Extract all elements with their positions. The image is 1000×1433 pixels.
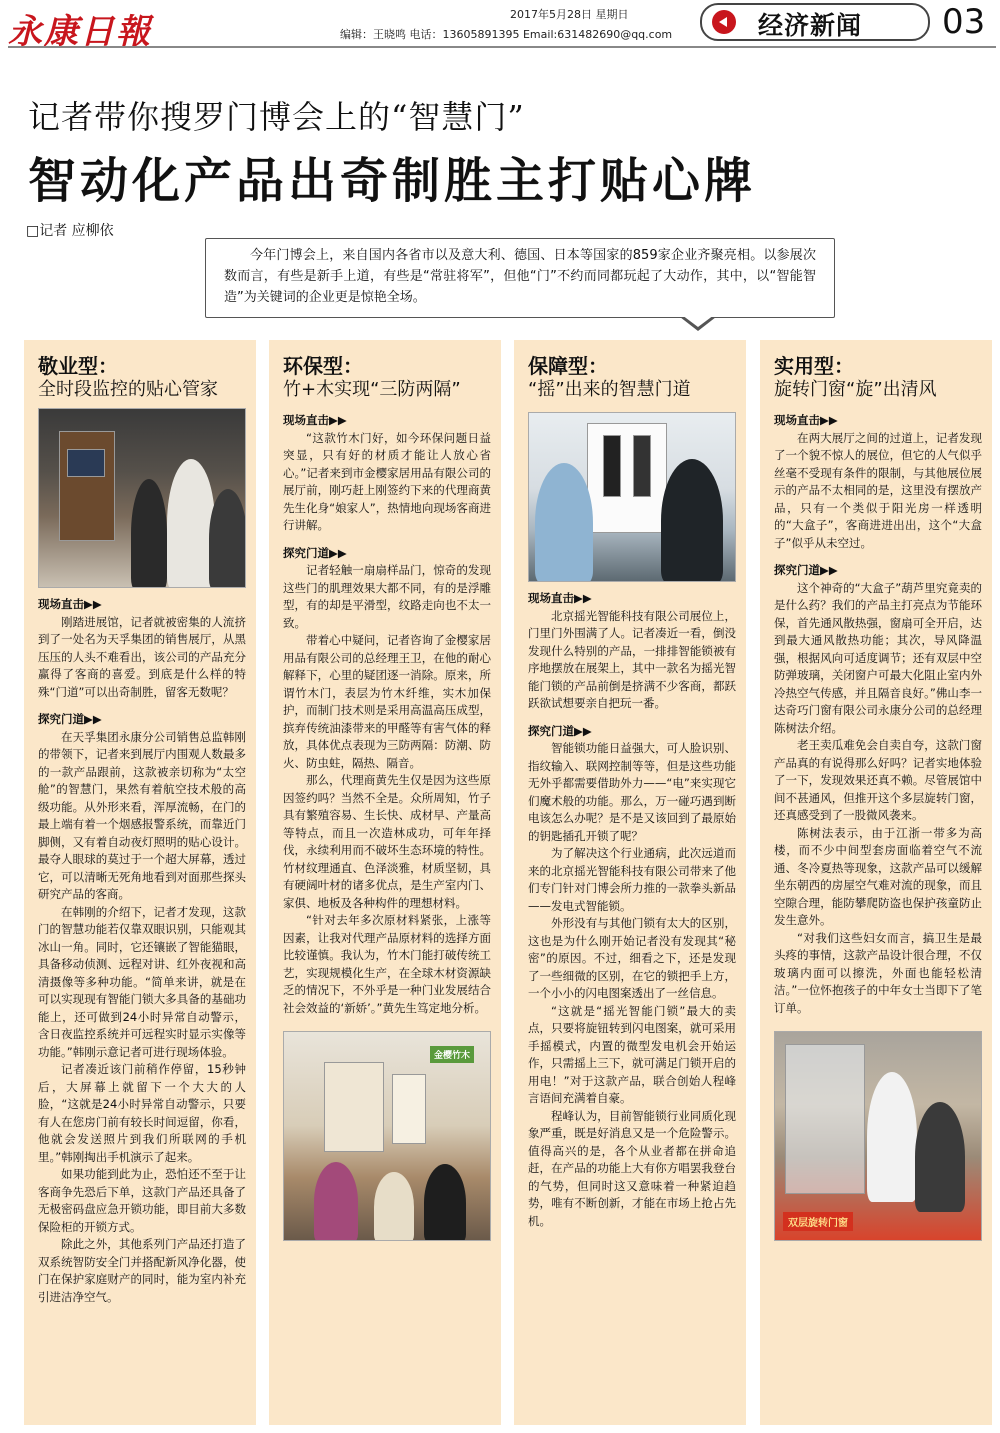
paragraph: “对我们这些妇女而言，搞卫生是最头疼的事情，这款产品设计很合理，不仅玻璃内面可以擦洗，外面也能轻松清洁。”一位怀抱孩子的中年女士当即下了笔订单。 [774, 930, 982, 1015]
paragraph: 这个神奇的“大盒子”葫芦里究竟卖的是什么药？我们的产品主打亮点为节能环保，首先通风散热强，窗扇可全开启，达到最大通风散热功能；其次，导风降温强，根据风向可适度调节；还有双层中空防弹玻璃，关闭窗户可最大化阻止室内外冷热空气传感，并且隔音良好。”佛山李一达奇巧门窗有限公司永康分公司的总经理陈树法介绍。 [774, 580, 982, 735]
column-subtitle: 竹+木实现“三防两隔” [283, 379, 461, 400]
visitor-figure [535, 463, 593, 582]
door-screen [67, 449, 105, 477]
section-label-scene: 现场直击▶▶ [528, 591, 592, 605]
section-label-scene: 现场直击▶▶ [38, 597, 102, 611]
column-title: 保障型： [528, 354, 608, 378]
paragraph: 程峰认为，目前智能锁行业同质化现象严重，既是好消息又是一个危险警示。值得高兴的是，各个从业者都在拼命追赶，在产品的功能上大有你方唱罢我登台的气势，但同时这又意味着一种紧迫趋势，唯有不断创新，才能在市场上抢占先机。 [528, 1108, 736, 1228]
section-label-scene: 现场直击▶▶ [774, 413, 838, 427]
article-headline: 智动化产品出奇制胜主打贴心牌 [28, 153, 757, 209]
booth-sign: 金樱竹木 [430, 1046, 474, 1063]
smart-lock [633, 435, 651, 497]
column-dedicated [24, 340, 256, 1425]
presenter-figure [661, 459, 723, 582]
column-subtitle: 旋转门窗“旋”出清风 [774, 379, 937, 400]
speech-bubble-tail [680, 317, 716, 331]
paragraph: “这款竹木门好，如今环保问题日益突显，只有好的材质才能让人放心省心。”记者来到市金樱家居用品有限公司的展厅前，刚巧赶上刚签约下来的代理商黄先生化身“娘家人”，热情地向现场客商进行讲解。 [283, 430, 491, 532]
section-label-explore: 探究门道▶▶ [774, 563, 838, 577]
photo-showroom-crowd [38, 408, 246, 588]
visitor-figure [867, 1072, 917, 1202]
photo-rotating-window-booth [774, 1031, 982, 1241]
article-byline: □记者 应柳依 [26, 223, 114, 239]
paragraph: 在韩刚的介绍下，记者才发现，这款门的智慧功能若仅靠双眼识别，只能观其冰山一角。同时，它还镶嵌了智能猫眼，具备移动侦测、远程对讲、红外夜视和高清摄像等多种功能。“简单来讲，就是在可以实现现有智能门锁大多具备的基础功能上，还可做到24小时异常自动警示，含日夜监控系统并可远程实时显示实像等功能。”韩刚示意记者可进行现场体验。 [38, 904, 246, 1059]
editor-contact: 编辑：王晓鸣 电话：13605891395 Email:631482690@qq.com [340, 28, 673, 41]
section-label-scene: 现场直击▶▶ [283, 413, 347, 427]
issue-date: 2017年5月28日 星期日 [510, 8, 629, 21]
paragraph: 带着心中疑问，记者咨询了金樱家居用品有限公司的总经理王卫，在他的耐心解释下，心里的疑团逐一消除。原来，所谓竹木门，表层为竹木纤维，实木加保护，而制门技术则是采用高温高压成型，摈弃传统油漆带来的甲醛等有害气体的释放，具体优点表现为三防两隔：防潮、防火、防虫蛀，隔热、隔音。 [283, 633, 491, 770]
glass-window [785, 1044, 865, 1194]
section-arrow-icon [712, 10, 736, 34]
column-title: 环保型： [283, 354, 363, 378]
column-eco [269, 340, 501, 1425]
header-rule [8, 46, 996, 48]
section-label-explore: 探究门道▶▶ [283, 545, 347, 560]
paragraph: 为了解决这个行业通病，此次远道而来的北京摇光智能科技有限公司带来了他们专门针对门博会所力推的一款拳头新品——发电式智能锁。 [528, 846, 736, 913]
paragraph: 陈树法表示，由于江浙一带多为高楼，而不少中间型套房面临着空气不流通、冬冷夏热等现象，这款产品可以缓解坐东朝西的房屋空气难对流的现象，而且空隙合理，能防攀爬防盗也保护孩童防止发生意外。 [774, 825, 982, 927]
paragraph: “针对去年多次原材料紧张，上涨等因素，让我对代理产品原材料的选择方面比较谨慎。我认为，竹木门能打破传统工艺，实现规模化生产，在全球木材资源缺乏的情况下，不外乎是一种门业发展结合社会效益的‘新娇’。”黄先生笃定地分析。 [283, 913, 491, 1015]
photo-smart-lock-display [528, 412, 736, 582]
paragraph: 在天孚集团永康分公司销售总监韩刚的带领下，记者来到展厅内围观人数最多的一款产品跟前，这款被亲切称为“太空舱”的智慧门，果然有着航空技术般的高级功能。从外形来看，浑厚流畅，在门的最上端有着一个烟感报警系统，而靠近门脚侧，又有着自动夜灯照明的贴心设计。最夺人眼球的莫过于一个超大屏幕，透过它，可以清晰无死角地看到对面那些探头研究产品的客商。 [38, 729, 246, 901]
page-number: 03 [942, 2, 986, 42]
section-name: 经济新闻 [758, 11, 863, 40]
article-subhead: 记者带你搜罗门博会上的“智慧门” [28, 98, 525, 136]
paragraph: 刚踏进展馆，记者就被密集的人流挤到了一处名为天孚集团的销售展厅，从黑压压的人头不难看出，该公司的产品充分赢得了客商的喜爱。到底是什么样的特殊“门道”可以出奇制胜，留客无数呢？ [38, 614, 246, 699]
door-sample [392, 1074, 426, 1144]
paragraph: 记者凑近该门前稍作停留，15秒钟后，大屏幕上就留下一个大大的人脸，“这就是24小时异常自动警示，只要有人在您房门前有较长时间逗留，你看，他就会发送照片到我们所联网的手机里。”韩刚掏出手机演示了起来。 [38, 1062, 246, 1164]
visitor-figure [209, 489, 246, 588]
section-label-explore: 探究门道▶▶ [528, 723, 592, 738]
paragraph: 记者轻触一扇扇样品门，惊奇的发现这些门的肌理效果大都不同，有的是浮雕型，有的却是平滑型，纹路走向也不太一致。 [283, 563, 491, 630]
column-security [514, 340, 746, 1425]
column-title: 敬业型： [38, 354, 118, 378]
paragraph: 北京摇光智能科技有限公司展位上，门里门外围满了人。记者凑近一看，倒没发现什么特别的产品，一排排智能锁被有序地摆放在展架上，其中一款名为摇光智能门锁的产品前倒是挤满不少客商，都跃跃欲试想要亲自把玩一番。 [528, 608, 736, 710]
paragraph: “这就是“摇光智能门锁”最大的卖点，只要将旋钮转到闪电图案，就可采用手摇模式，内置的微型发电机会开始运作，只需摇上三下，就可满足门锁开启的用电！”对于这款产品，联合创始人程峰言语间充满着自豪。 [528, 1003, 736, 1105]
door-panel [59, 431, 115, 541]
article-lead: 今年门博会上，来自国内各省市以及意大利、德国、日本等国家的859家企业齐聚亮相。以参展次数而言，有些是新手上道，有些是“常驻将军”，但他“门”不约而同都玩起了大动作，其中，以“智能智造”为关键词的企业更是惊艳全场。 [205, 238, 835, 318]
column-title: 实用型： [774, 354, 854, 378]
masthead-logo: 永康日報 [8, 12, 152, 52]
smart-lock [603, 435, 621, 497]
visitor-figure [915, 1102, 965, 1212]
paragraph: 那么，代理商黄先生仅是因为这些原因签约吗？当然不全是。众所周知，竹子具有繁殖容易、生长快、成材早、产量高等特点，而且一次造林成功，可年年择伐，永续利用而不破坏生态环境的特性。竹材纹理通直、色泽淡雅，材质坚韧，具有硬阔叶材的诸多优点，是生产室内门、家俱、地板及各种构件的理想材料。 [283, 773, 491, 910]
paragraph: 除此之外，其他系列门产品还打造了双系统智防安全门并搭配新风净化器，使门在保护家庭财产的同时，能为室内补充引进洁净空气。 [38, 1237, 246, 1304]
lock-display-board [587, 423, 667, 533]
promo-banner: 双层旋转门窗 [783, 1212, 853, 1231]
visitor-figure [167, 459, 215, 588]
visitor-figure [314, 1162, 358, 1241]
paragraph: 如果功能到此为止，恐怕还不至于让客商争先恐后下单，这款门产品还具备了无极密码盘应急开锁功能，即目前大多数保险柜的开锁方式。 [38, 1167, 246, 1234]
column-subtitle: “摇”出来的智慧门道 [528, 379, 691, 400]
door-sample [324, 1062, 384, 1152]
paragraph: 外形没有与其他门锁有太大的区别，这也是为什么刚开始记者没有发现其“秘密”的原因。不过，细看之下，还是发现了一些细微的区别，在它的锁把手上方，一个小小的闪电图案透出了一丝信息。 [528, 916, 736, 1000]
visitor-figure [374, 1172, 414, 1241]
column-practical [760, 340, 992, 1425]
paragraph: 智能锁功能日益强大，可人脸识别、指纹输入、联网控制等等，但是这些功能无外乎都需要借助外力——“电”来实现它们魔术般的功能。那么，万一碰巧遇到断电该怎么办呢？是不是又该回到了最原始的钥匙插孔开锁了呢？ [528, 741, 736, 843]
section-label-explore: 探究门道▶▶ [38, 712, 102, 726]
visitor-figure [424, 1164, 466, 1241]
paragraph: 在两大展厅之间的过道上，记者发现了一个貌不惊人的展位，但它的人气似乎丝毫不受现有条件的限制，与其他展位展示的产品不太相同的是，这里没有摆放产品，只有一个类似于阳光房一样透明的“大盒子”，客商进进出出，这个“大盒子”似乎从未空过。 [774, 430, 982, 550]
visitor-figure [131, 479, 167, 588]
photo-bamboo-door-booth [283, 1031, 491, 1241]
column-subtitle: 全时段监控的贴心管家 [38, 379, 218, 400]
paragraph: 老王卖瓜难免会自卖自夸，这款门窗产品真的有说得那么好吗？记者实地体验了一下，发现效果还真不赖。尽管展馆中间不甚通风，但推开这个多层旋转门窗，还真感受到了一股微风袭来。 [774, 738, 982, 822]
